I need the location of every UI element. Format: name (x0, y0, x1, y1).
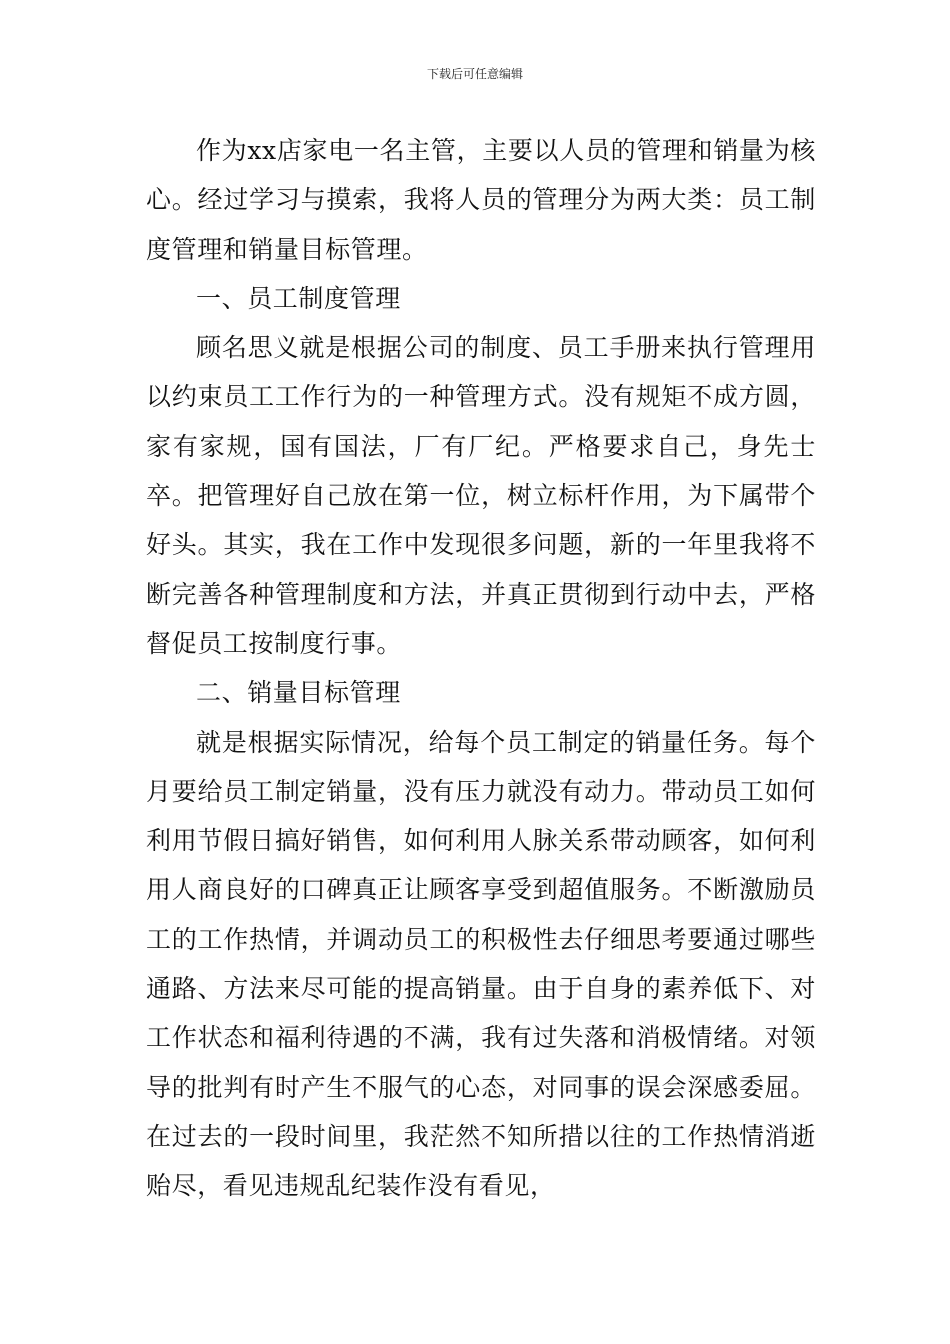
paragraph-intro: 作为xx店家电一名主管，主要以人员的管理和销量为核心。经过学习与摸索，我将人员的管理分为两大类：员工制度管理和销量目标管理。 (146, 136, 816, 264)
document-body (146, 126, 816, 1211)
paragraph-staff-rules: 顾名思义就是根据公司的制度、员工手册来执行管理用以约束员工工作行为的一种管理方式。没有规矩不成方圆，家有家规，国有国法，厂有厂纪。严格要求自己，身先士卒。把管理好自己放在第一位，树立标杆作用，为下属带个好头。其实，我在工作中发现很多问题，新的一年里我将不断完善各种管理制度和方法，并真正贯彻到行动中去，严格督促员工按制度行事。 (146, 333, 816, 658)
section-heading-sales-targets: 二、销量目标管理 (196, 678, 401, 708)
section-heading-staff-rules: 一、员工制度管理 (196, 283, 401, 313)
paragraph-sales-targets: 就是根据实际情况，给每个员工制定的销量任务。每个月要给员工制定销量，没有压力就没有动力。带动员工如何利用节假日搞好销售，如何利用人脉关系带动顾客，如何利用人商良好的口碑真正让顾客享受到超值服务。不断激励员工的工作热情，并调动员工的积极性去仔细思考要通过哪些通路、方法来尽可能的提高销量。由于自身的素养低下、对工作状态和福利待遇的不满，我有过失落和消极情绪。对领导的批判有时产生不服气的心态，对同事的误会深感委屈。在过去的一段时间里，我茫然不知所措以往的工作热情消逝贻尽，看见违规乱纪装作没有看见， (146, 727, 816, 1201)
page-header: 下载后可任意编辑 (426, 67, 523, 81)
